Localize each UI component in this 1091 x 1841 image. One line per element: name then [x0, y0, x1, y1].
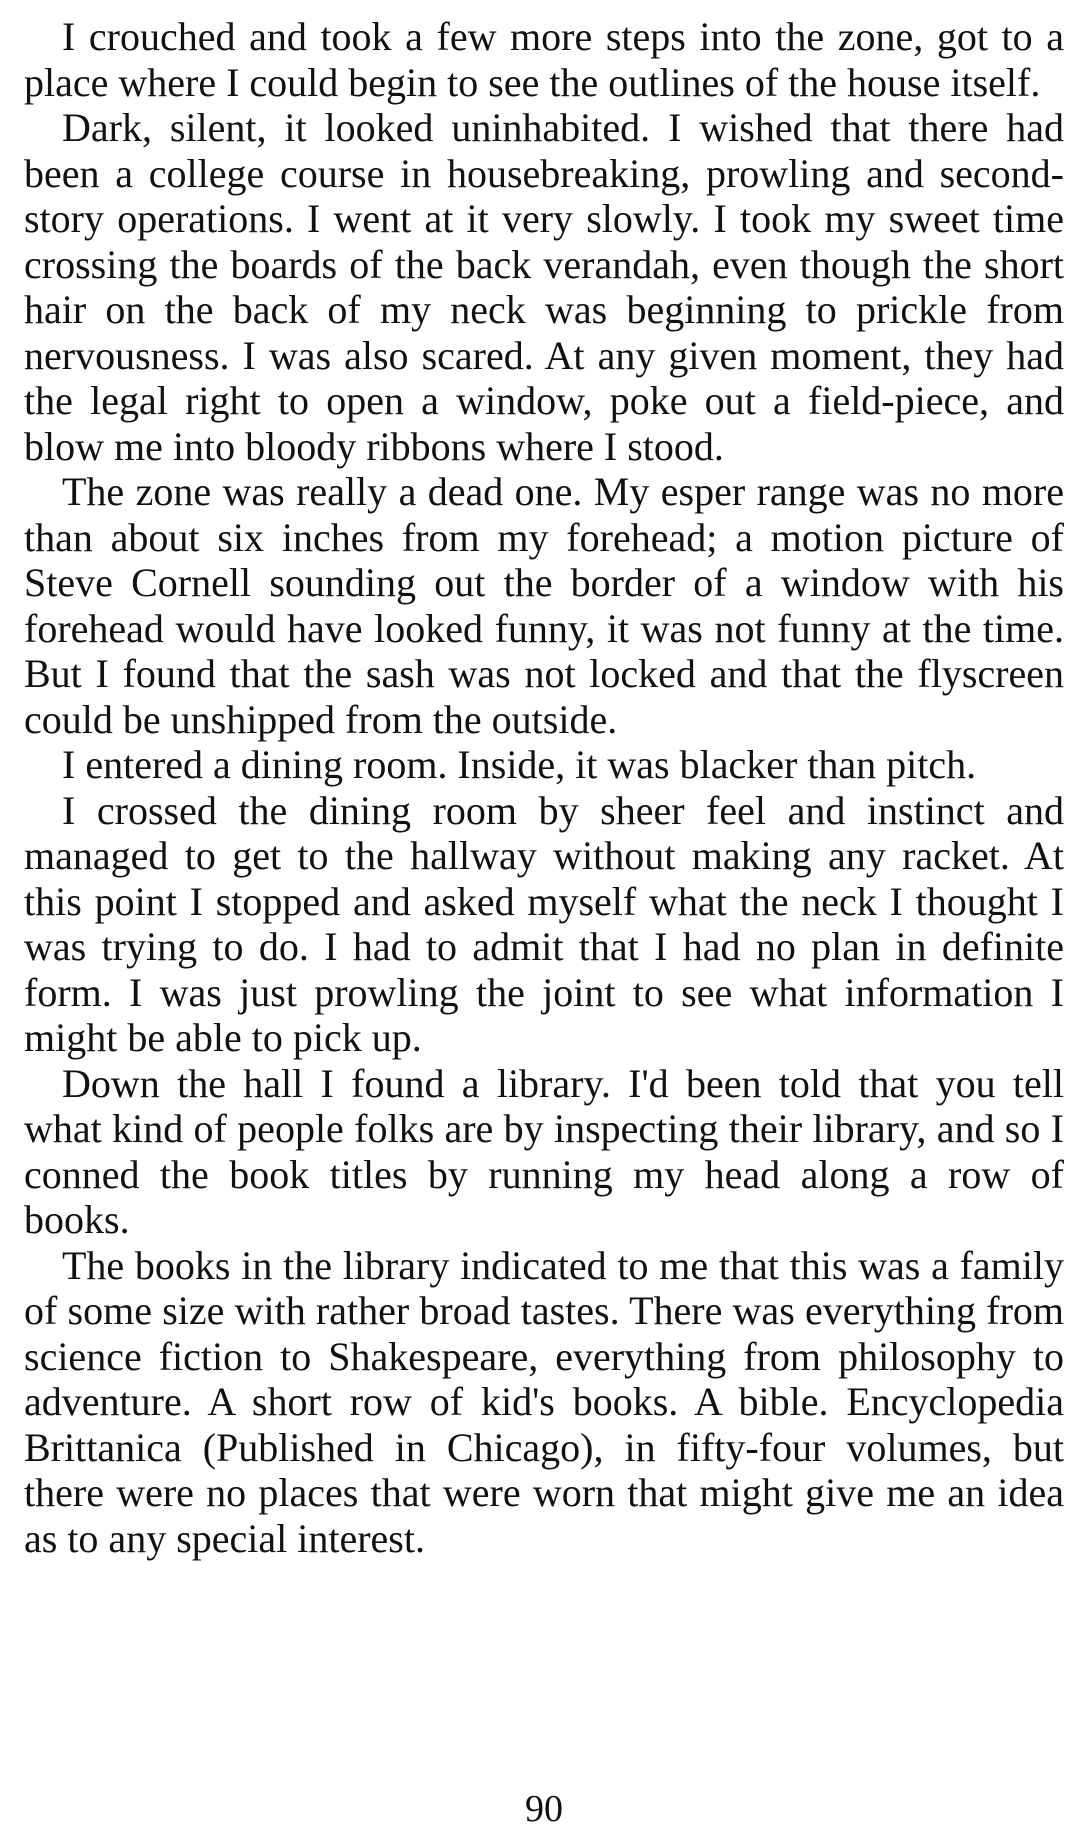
- paragraph-3: The zone was really a dead one. My esper range was no more than about six inches from my forehead; a motion picture of Steve Cornell sounding out the border of a window with his forehead would have looked funny, it was not funny at the time. But I found that the sash was not locked and that the flyscreen could be unshipped from the outside.: [24, 469, 1064, 742]
- paragraph-2: Dark, silent, it looked uninhabited. I wished that there had been a college course in housebreaking, prowling and second-story operations. I went at it very slowly. I took my sweet time crossing the boards of the back verandah, even though the short hair on the back of my neck was beginning to prickle from nervousness. I was also scared. At any given moment, they had the legal right to open a window, poke out a field-piece, and blow me into bloody ribbons where I stood.: [24, 105, 1064, 469]
- book-page: [24, 14, 1064, 1834]
- paragraph-4: I entered a dining room. Inside, it was blacker than pitch.: [62, 742, 977, 787]
- paragraph-1: I crouched and took a few more steps into the zone, got to a place where I could begin to see the outlines of the house itself.: [24, 14, 1064, 105]
- paragraph-6: Down the hall I found a library. I'd been told that you tell what kind of people folks are by inspecting their library, and so I conned the book titles by running my head along a row of books.: [24, 1060, 1064, 1242]
- paragraph-5: I crossed the dining room by sheer feel and instinct and managed to get to the hallway without making any racket. At this point I stopped and asked myself what the neck I thought I was trying to do. I had to admit that I had no plan in definite form. I was just prowling the joint to see what information I might be able to pick up.: [24, 787, 1064, 1060]
- paragraph-7: The books in the library indicated to me that this was a family of some size with rather broad tastes. There was everything from science fiction to Shakespeare, everything from philosophy to adventure. A short row of kid's books. A bible. Encyclopedia Brittanica (Published in Chicago), in fifty-four volumes, but there were no places that were worn that might give me an idea as to any special interest.: [24, 1242, 1064, 1561]
- page-number: 90: [525, 1788, 563, 1830]
